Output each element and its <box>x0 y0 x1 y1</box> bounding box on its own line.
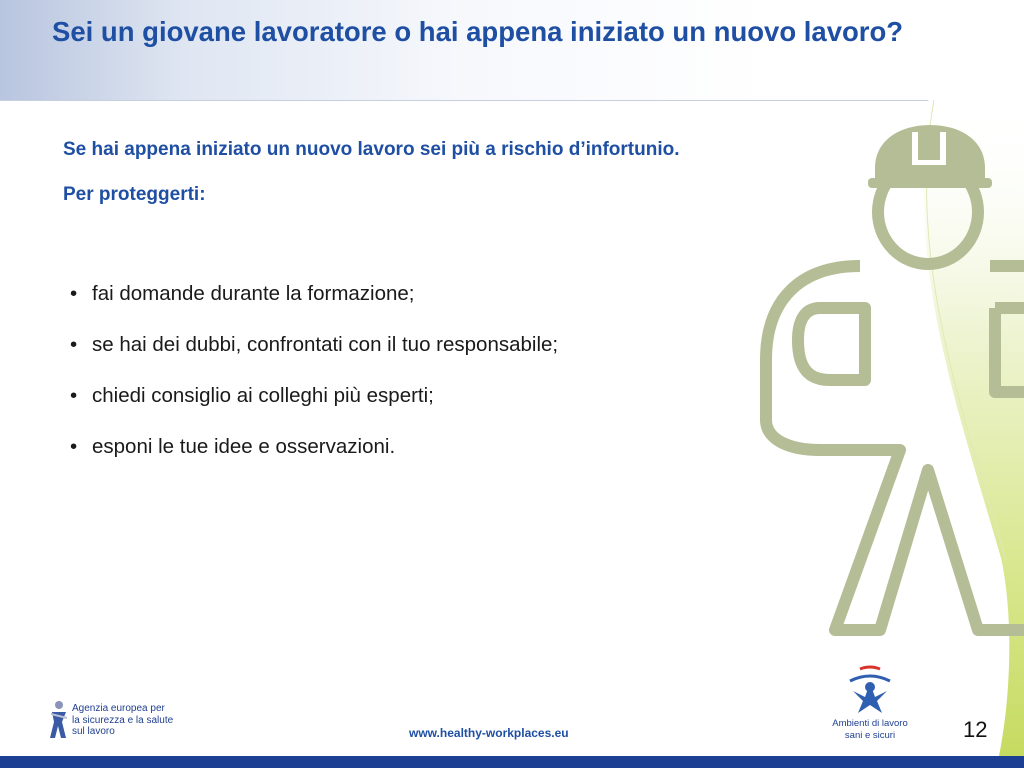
star-figure-icon <box>842 663 898 715</box>
agency-line: sul lavoro <box>72 726 115 737</box>
agency-line: la sicurezza e la salute <box>72 714 174 726</box>
list-item <box>70 282 558 333</box>
campaign-line: sani e sicuri <box>844 729 896 741</box>
page-number: 12 <box>963 717 988 742</box>
list-item-text: chiedi consiglio ai colleghi più esperti; <box>92 384 434 407</box>
eu-osha-figure-icon <box>48 700 70 740</box>
list-item-text: esponi le tue idee e osservazioni. <box>92 435 396 458</box>
list-item-text: fai domande durante la formazione; <box>92 282 415 305</box>
bullet-marker: • <box>70 282 78 305</box>
bullet-marker: • <box>70 384 78 407</box>
agency-name <box>72 703 173 738</box>
slide-title: Sei un giovane lavoratore o hai appena iniziato un nuovo lavoro? <box>52 16 904 47</box>
campaign-line: Ambienti di lavoro <box>832 718 908 729</box>
agency-logo[interactable] <box>48 700 178 742</box>
list-item <box>70 333 558 384</box>
subheading-risk: Se hai appena iniziato un nuovo lavoro sei più a rischio d’infortunio. <box>63 139 680 160</box>
campaign-logo[interactable] <box>830 663 910 745</box>
list-item <box>70 384 558 435</box>
campaign-name <box>830 718 910 741</box>
advice-list <box>70 282 558 486</box>
list-item <box>70 435 558 486</box>
subheading-protect: Per proteggerti: <box>63 184 206 205</box>
bullet-marker: • <box>70 333 78 356</box>
website-link[interactable]: www.healthy-workplaces.eu <box>409 726 569 740</box>
agency-line: Agenzia europea per <box>72 703 165 714</box>
footer-bar <box>0 756 1024 768</box>
list-item-text: se hai dei dubbi, confrontati con il tuo responsabile; <box>92 333 559 356</box>
bullet-marker: • <box>70 435 78 458</box>
